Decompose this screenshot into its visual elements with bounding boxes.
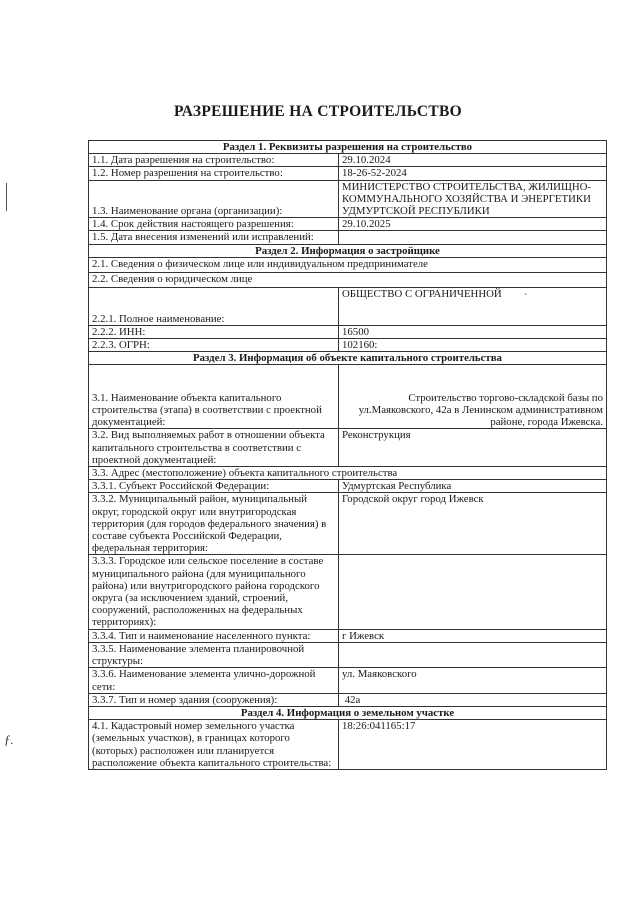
row-value: 29.10.2025: [339, 218, 607, 231]
row-label: 3.3.2. Муниципальный район, муниципальный округ, городской округ или внутригородская территория (для городов федерального значения) в составе субъекта Российской Федерации, федеральная территория:: [89, 493, 339, 555]
table-row: [89, 272, 607, 287]
ink-mark: ˘: [524, 292, 527, 302]
section-header-1: Раздел 1. Реквизиты разрешения на строительство: [89, 141, 607, 154]
table-row: [89, 642, 607, 667]
row-label: 3.3.4. Тип и наименование населенного пункта:: [89, 629, 339, 642]
row-value: Удмуртская Республика: [339, 480, 607, 493]
row-value: [339, 231, 607, 244]
row-label: 1.3. Наименование органа (организации):: [89, 180, 339, 218]
row-label: 1.4. Срок действия настоящего разрешения:: [89, 218, 339, 231]
row-value: г Ижевск: [339, 629, 607, 642]
row-label: 1.5. Дата внесения изменений или исправлений:: [89, 231, 339, 244]
row-value: Строительство торгово-складской базы по ул.Маяковского, 42а в Ленинском административном районе, города Ижевска.: [339, 365, 607, 429]
section-header-2: Раздел 2. Информация о застройщике: [89, 244, 607, 257]
table-row: [89, 365, 607, 429]
row-label: 2.2. Сведения о юридическом лице: [89, 272, 607, 287]
row-label: 3.1. Наименование объекта капитального строительства (этапа) в соответствии с проектной документацией:: [89, 365, 339, 429]
table-row: [89, 467, 607, 480]
table-row: [89, 629, 607, 642]
row-label: 3.3.7. Тип и номер здания (сооружения):: [89, 693, 339, 706]
row-label: 2.2.3. ОГРН:: [89, 339, 339, 352]
row-label: 2.2.1. Полное наименование:: [89, 287, 339, 325]
row-label: 4.1. Кадастровый номер земельного участка (земельных участков), в границах которого (которых) расположен или планируется расположение объекта капитального строительства:: [89, 720, 339, 770]
row-label: 2.2.2. ИНН:: [89, 325, 339, 338]
row-label: 3.3.6. Наименование элемента улично-дорожной сети:: [89, 668, 339, 693]
row-value: ул. Маяковского: [339, 668, 607, 693]
section-header-3: Раздел 3. Информация об объекте капитального строительства: [89, 352, 607, 365]
row-value: [339, 642, 607, 667]
row-value: 18:26:041165:17: [339, 720, 607, 770]
section-header-4: Раздел 4. Информация о земельном участке: [89, 706, 607, 719]
row-label: 3.3.5. Наименование элемента планировочной структуры:: [89, 642, 339, 667]
table-row: [89, 693, 607, 706]
row-label: 2.1. Сведения о физическом лице или индивидуальном предпринимателе: [89, 257, 607, 272]
row-label: 3.3. Адрес (местоположение) объекта капитального строительства: [89, 467, 607, 480]
row-value: 29.10.2024: [339, 154, 607, 167]
row-value: Городской округ город Ижевск: [339, 493, 607, 555]
table-row: [89, 180, 607, 218]
row-value: [339, 555, 607, 629]
document-title: РАЗРЕШЕНИЕ НА СТРОИТЕЛЬСТВО: [173, 103, 463, 120]
row-value: Реконструкция: [339, 429, 607, 467]
permit-table: [88, 140, 607, 770]
table-row: [89, 218, 607, 231]
table-row: [89, 325, 607, 338]
table-row: [89, 429, 607, 467]
table-row: [89, 231, 607, 244]
row-label: 3.3.1. Субъект Российской Федерации:: [89, 480, 339, 493]
margin-handwritten-mark: ƒ.: [4, 732, 14, 747]
table-row: [89, 480, 607, 493]
table-row: [89, 287, 607, 325]
table-row: [89, 668, 607, 693]
table-row: [89, 167, 607, 180]
row-value: 16500: [339, 325, 607, 338]
row-label: 1.2. Номер разрешения на строительство:: [89, 167, 339, 180]
table-row: [89, 555, 607, 629]
margin-mark: [6, 183, 7, 211]
table-row: [89, 339, 607, 352]
row-value: 42а: [339, 693, 607, 706]
row-value: МИНИСТЕРСТВО СТРОИТЕЛЬСТВА, ЖИЛИЩНО-КОММУНАЛЬНОГО ХОЗЯЙСТВА И ЭНЕРГЕТИКИ УДМУРТСКОЙ РЕСПУБЛИКИ: [339, 180, 607, 218]
table-row: [89, 257, 607, 272]
row-label: 3.2. Вид выполняемых работ в отношении объекта капитального строительства в соответствии с проектной документацией:: [89, 429, 339, 467]
row-label: 3.3.3. Городское или сельское поселение в составе муниципального района (для муниципального района) или внутригородского района городского округа (за исключением зданий, строений, сооружений, расположенных на федеральных территориях):: [89, 555, 339, 629]
table-row: [89, 493, 607, 555]
row-value: ОБЩЕСТВО С ОГРАНИЧЕННОЙ: [339, 287, 607, 325]
row-value: 102160:: [339, 339, 607, 352]
table-row: [89, 720, 607, 770]
row-label: 1.1. Дата разрешения на строительство:: [89, 154, 339, 167]
table-row: [89, 154, 607, 167]
row-value: 18-26-52-2024: [339, 167, 607, 180]
